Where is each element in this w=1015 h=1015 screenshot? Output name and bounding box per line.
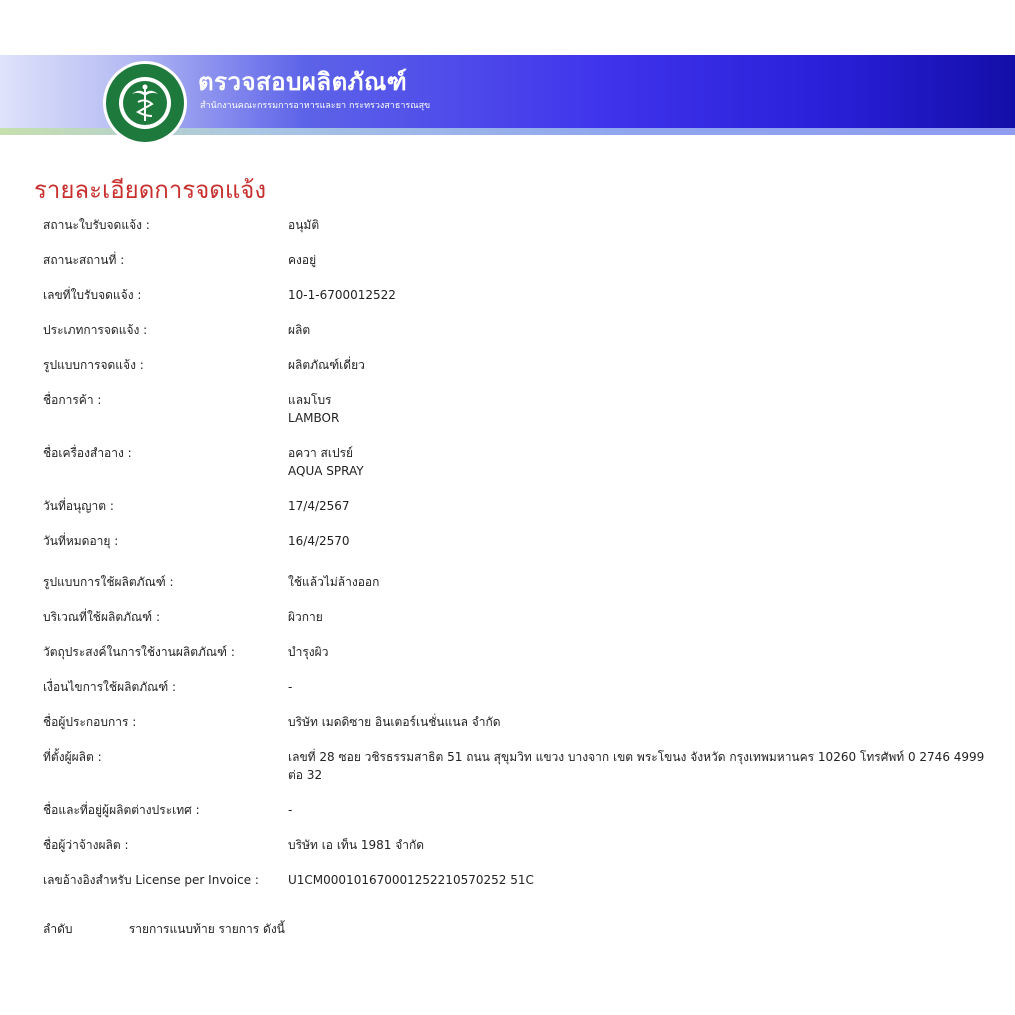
field-value: แลมโบร LAMBOR bbox=[288, 393, 340, 425]
field-value: 17/4/2567 bbox=[288, 499, 350, 513]
field-value: อนุมัติ bbox=[288, 218, 320, 232]
page-title: รายละเอียดการจดแจ้ง bbox=[34, 176, 267, 204]
field-label: วันที่หมดอายุ : bbox=[43, 534, 119, 548]
field-usage-purpose bbox=[43, 643, 1003, 661]
attachment-items-text: รายการแนบท้าย รายการ ดังนี้ bbox=[128, 922, 285, 936]
field-value: ใช้แล้วไม่ล้างออก bbox=[288, 575, 380, 589]
field-usage-format bbox=[43, 573, 1003, 591]
field-value: 16/4/2570 bbox=[288, 534, 350, 548]
field-label: บริเวณที่ใช้ผลิตภัณฑ์ : bbox=[43, 610, 160, 624]
field-value: ผลิตภัณฑ์เดี่ยว bbox=[288, 358, 365, 372]
field-value: ผิวกาย bbox=[288, 610, 323, 624]
field-label: ชื่อการค้า : bbox=[43, 393, 102, 407]
field-value: - bbox=[288, 803, 293, 817]
field-label: วัตถุประสงค์ในการใช้งานผลิตภัณฑ์ : bbox=[43, 645, 235, 659]
field-value: บริษัท เอ เท็น 1981 จำกัด bbox=[288, 838, 425, 852]
field-label: วันที่อนุญาต : bbox=[43, 499, 114, 513]
field-value: เลขที่ 28 ซอย วชิรธรรมสาธิต 51 ถนน สุขุมวิท แขวง บางจาก เขต พระโขนง จังหวัด กรุงเทพมหานคร 10260 โทรศัพท์ 0 2746 4999 ต่อ 32 bbox=[288, 750, 985, 782]
field-label: ชื่อผู้ประกอบการ : bbox=[43, 715, 137, 729]
field-label: สถานะใบรับจดแจ้ง : bbox=[43, 218, 150, 232]
field-label: เงื่อนไขการใช้ผลิตภัณฑ์ : bbox=[43, 680, 177, 694]
field-approval-date bbox=[43, 497, 1003, 515]
field-value: 10-1-6700012522 bbox=[288, 288, 396, 302]
field-label: ที่ตั้งผู้ผลิต : bbox=[43, 750, 102, 764]
field-expiry-date bbox=[43, 532, 1003, 550]
field-label: ชื่อเครื่องสำอาง : bbox=[43, 446, 132, 460]
field-usage-conditions bbox=[43, 678, 1003, 696]
field-label: สถานะสถานที่ : bbox=[43, 253, 125, 267]
order-label: ลำดับ bbox=[43, 922, 73, 936]
field-value: บริษัท เมดดิซาย อินเตอร์เนชั่นแนล จำกัด bbox=[288, 715, 501, 729]
field-cosmetic-name bbox=[43, 444, 1003, 480]
field-trade-name bbox=[43, 391, 1003, 427]
field-notification-format bbox=[43, 356, 1003, 374]
field-contractor-name bbox=[43, 836, 1003, 854]
field-label: ชื่อผู้ว่าจ้างผลิต : bbox=[43, 838, 129, 852]
field-notification-type bbox=[43, 321, 1003, 339]
field-label: รูปแบบการจดแจ้ง : bbox=[43, 358, 144, 372]
field-foreign-manufacturer bbox=[43, 801, 1003, 819]
field-label: รูปแบบการใช้ผลิตภัณฑ์ : bbox=[43, 575, 174, 589]
field-value: - bbox=[288, 680, 293, 694]
field-label: ประเภทการจดแจ้ง : bbox=[43, 323, 148, 337]
field-value: ผลิต bbox=[288, 323, 311, 337]
header-title: ตรวจสอบผลิตภัณฑ์ bbox=[198, 68, 408, 96]
field-license-status bbox=[43, 216, 1003, 234]
field-manufacturer-address bbox=[43, 748, 1003, 784]
details-list bbox=[43, 216, 1003, 906]
field-label: ชื่อและที่อยู่ผู้ผลิตต่างประเทศ : bbox=[43, 803, 200, 817]
field-value: คงอยู่ bbox=[288, 253, 317, 267]
field-license-reference bbox=[43, 871, 1003, 889]
field-value: U1CM000101670001252210570252 51C bbox=[288, 873, 534, 887]
field-value: บำรุงผิว bbox=[288, 645, 329, 659]
field-notification-number bbox=[43, 286, 1003, 304]
field-location-status bbox=[43, 251, 1003, 269]
field-operator-name bbox=[43, 713, 1003, 731]
field-usage-area bbox=[43, 608, 1003, 626]
attachment-list-header bbox=[43, 920, 285, 938]
field-label: เลขที่ใบรับจดแจ้ง : bbox=[43, 288, 142, 302]
field-label: เลขอ้างอิงสำหรับ License per Invoice : bbox=[43, 873, 259, 887]
ministry-logo[interactable] bbox=[102, 60, 188, 146]
field-value: อควา สเปรย์ AQUA SPRAY bbox=[288, 446, 364, 478]
header-subtitle: สำนักงานคณะกรรมการอาหารและยา กระทรวงสาธารณสุข bbox=[200, 101, 431, 111]
